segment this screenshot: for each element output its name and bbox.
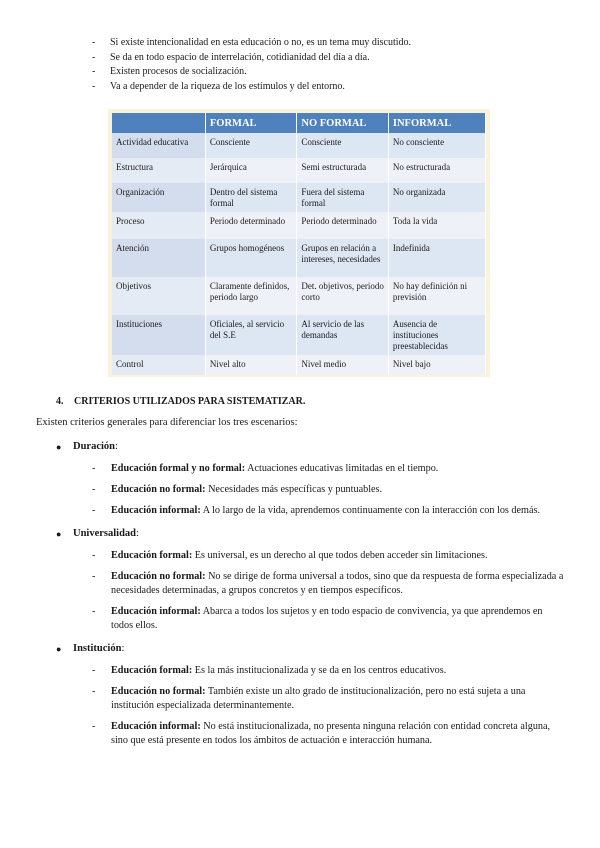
table-cell: No hay definición ni previsión xyxy=(388,277,485,315)
dash-marker: - xyxy=(92,571,96,582)
list-item xyxy=(92,664,566,678)
table-row xyxy=(112,158,486,183)
table-cell: Al servicio de las demandas xyxy=(297,315,389,355)
table-header-cell: INFORMAL xyxy=(388,113,485,133)
item-text: Abarca a todos los sujetos y en todo espacio de convivencia, ya que aprendemos en todos ellos. xyxy=(111,606,543,631)
list-item xyxy=(92,36,572,51)
table-cell: Estructura xyxy=(112,158,205,183)
list-item xyxy=(92,549,566,563)
list-item-text: Se da en todo espacio de interrelación, cotidianidad del día a día. xyxy=(110,51,370,63)
list-item xyxy=(92,685,566,713)
table-cell: Det. objetivos, periodo corto xyxy=(297,277,389,315)
item-text: Es universal, es un derecho al que todos deben acceder sin limitaciones. xyxy=(192,550,488,561)
bullet-icon: ● xyxy=(56,442,62,452)
list-item xyxy=(92,720,566,748)
table-cell: No consciente xyxy=(388,133,485,158)
list-item-text: Existen procesos de socialización. xyxy=(110,66,247,77)
list-item xyxy=(92,483,566,497)
table-header-cell: FORMAL xyxy=(205,113,297,133)
table-header-cell: NO FORMAL xyxy=(297,113,389,133)
table-row xyxy=(112,183,486,212)
table-cell: Semi estructurada xyxy=(297,158,389,183)
table-cell: Nivel medio xyxy=(297,355,389,375)
item-label: Educación formal: xyxy=(111,665,193,676)
list-item xyxy=(92,570,566,598)
criterion-title-text: Duración xyxy=(73,441,115,452)
criterion-duracion xyxy=(56,440,566,518)
table-row xyxy=(112,212,486,239)
table-cell: Objetivos xyxy=(112,277,205,315)
item-label: Educación informal: xyxy=(111,505,201,516)
dash-marker: - xyxy=(92,686,96,697)
table-row xyxy=(112,239,486,277)
bullet-icon: ● xyxy=(56,529,62,539)
item-label: Educación formal: xyxy=(111,550,193,561)
dash-marker: - xyxy=(92,80,96,92)
dash-marker: - xyxy=(92,37,96,48)
item-text: Actuaciones educativas limitadas en el tiempo. xyxy=(245,463,439,474)
item-label: Educación informal: xyxy=(111,606,201,617)
table-cell: Consciente xyxy=(205,133,297,158)
table-row xyxy=(112,315,486,355)
table-cell: Control xyxy=(112,355,205,375)
table-cell: Grupos homogéneos xyxy=(205,239,297,277)
table-cell: Claramente definidos, periodo largo xyxy=(205,277,297,315)
section-number: 4. xyxy=(56,396,64,407)
item-text: Necesidades más específicas y puntuables. xyxy=(205,484,383,495)
comparison-table xyxy=(112,113,486,375)
item-text: No está institucionalizada, no presenta ninguna relación con entidad concreta alguna, sino que está presente en todos los ámbitos de actuación e interacción humana. xyxy=(111,721,551,746)
list-item-text: Va a depender de la riqueza de los estímulos y del entorno. xyxy=(110,80,345,92)
criterion-title-text: Universalidad xyxy=(73,528,137,539)
section-heading xyxy=(56,396,305,407)
item-text: También existe un alto grado de institucionalización, pero no está sujeta a una institución especializada determinantemente. xyxy=(111,686,526,711)
table-cell: Toda la vida xyxy=(388,212,485,239)
list-item xyxy=(92,51,572,66)
comparison-table-frame xyxy=(108,109,490,377)
table-row xyxy=(112,133,486,158)
bullet-icon: ● xyxy=(56,644,62,654)
criterion-title-text: Institución xyxy=(73,643,122,654)
table-cell: Jerárquica xyxy=(205,158,297,183)
item-label: Educación formal y no formal: xyxy=(111,463,246,474)
table-cell: Grupos en relación a intereses, necesidades xyxy=(297,239,389,277)
table-cell: Ausencia de instituciones preestablecidas xyxy=(388,315,485,355)
list-item xyxy=(92,462,566,476)
table-header-cell xyxy=(112,113,205,133)
list-item-text: Si existe intencionalidad en esta educación o no, es un tema muy discutido. xyxy=(110,37,412,48)
item-label: Educación informal: xyxy=(111,721,201,732)
item-label: Educación no formal: xyxy=(111,484,206,495)
list-item xyxy=(92,605,566,633)
table-cell: Periodo determinado xyxy=(205,212,297,239)
list-item xyxy=(92,65,572,80)
table-cell: No estructurada xyxy=(388,158,485,183)
table-cell: Nivel alto xyxy=(205,355,297,375)
section-title: CRITERIOS UTILIZADOS PARA SISTEMATIZAR. xyxy=(74,396,306,407)
dash-marker: - xyxy=(92,51,96,63)
dash-marker: - xyxy=(92,484,96,495)
dash-marker: - xyxy=(92,606,96,617)
table-cell: Organización xyxy=(112,183,205,212)
item-label: Educación no formal: xyxy=(111,571,206,582)
criterion-title: ● Universalidad: xyxy=(56,528,139,539)
item-text: Es la más institucionalizada y se da en los centros educativos. xyxy=(192,665,447,676)
table-cell: Actividad educativa xyxy=(112,133,205,158)
list-item xyxy=(92,80,572,95)
table-cell: Indefinida xyxy=(388,239,485,277)
table-cell: Nivel bajo xyxy=(388,355,485,375)
table-cell: Dentro del sistema formal xyxy=(205,183,297,212)
table-cell: Consciente xyxy=(297,133,389,158)
table-row xyxy=(112,277,486,315)
list-item xyxy=(92,504,566,518)
table-cell: No organizada xyxy=(388,183,485,212)
dash-marker: - xyxy=(92,721,96,732)
criterion-universalidad xyxy=(56,527,566,633)
dash-marker: - xyxy=(92,550,96,561)
item-label: Educación no formal: xyxy=(111,686,206,697)
criterion-title: ● Duración: xyxy=(56,441,118,452)
table-row xyxy=(112,355,486,375)
criterion-title: ● Institución: xyxy=(56,643,125,654)
item-text: A lo largo de la vida, aprendemos continuamente con la interacción con los demás. xyxy=(200,505,541,516)
criterion-institucion xyxy=(56,642,566,748)
intro-dash-list xyxy=(92,36,572,94)
table-cell: Periodo determinado xyxy=(297,212,389,239)
table-cell: Oficiales, al servicio del S.E xyxy=(205,315,297,355)
dash-marker: - xyxy=(92,665,96,676)
table-cell: Proceso xyxy=(112,212,205,239)
section-intro: Existen criterios generales para diferenciar los tres escenarios: xyxy=(36,417,298,428)
dash-marker: - xyxy=(92,66,96,77)
criteria-list xyxy=(56,440,566,757)
dash-marker: - xyxy=(92,463,96,474)
dash-marker: - xyxy=(92,505,96,516)
table-cell: Instituciones xyxy=(112,315,205,355)
table-cell: Fuera del sistema formal xyxy=(297,183,389,212)
table-header-row xyxy=(112,113,486,133)
item-text: No se dirige de forma universal a todos, sino que da respuesta de forma especializada a necesidades determinadas, a grupos concretos y en tiempos específicos. xyxy=(111,571,564,596)
table-cell: Atención xyxy=(112,239,205,277)
